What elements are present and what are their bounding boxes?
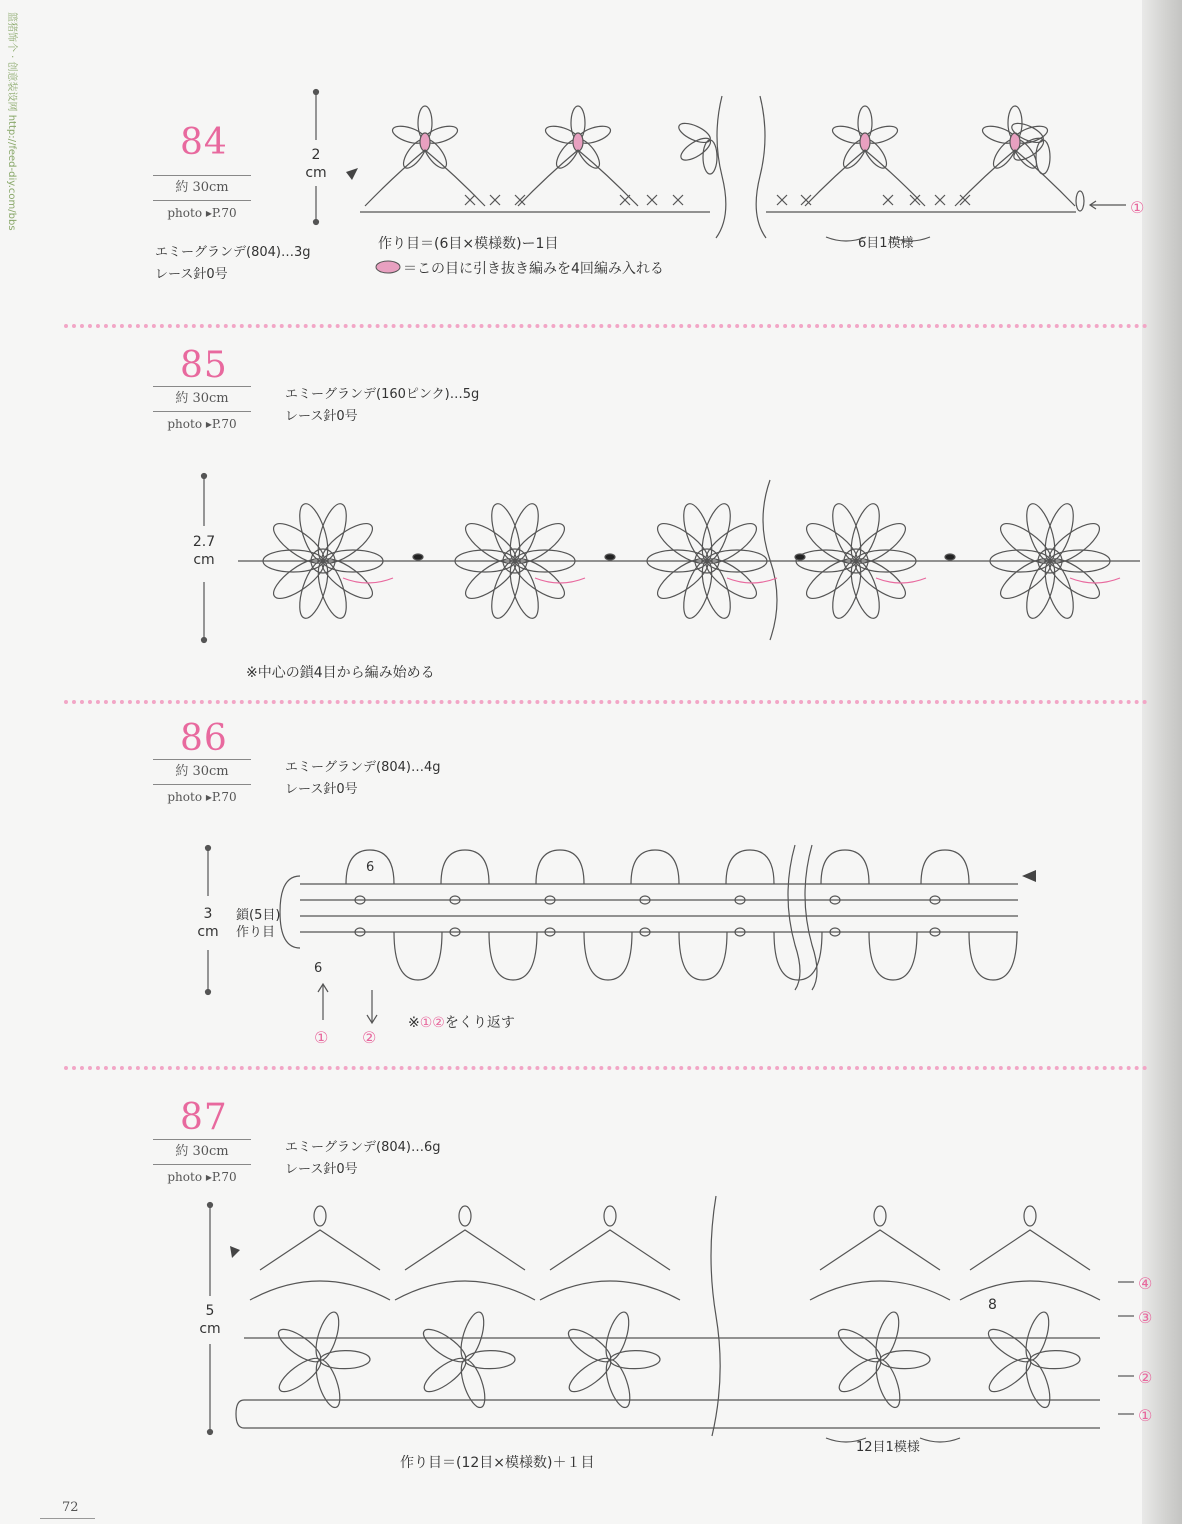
picot-triangle bbox=[970, 1230, 1090, 1270]
chain-arch bbox=[960, 1281, 1100, 1300]
direction-arrow bbox=[1070, 578, 1120, 583]
slip-stitch-center bbox=[573, 133, 583, 151]
daisy-petal bbox=[317, 552, 378, 605]
daisy-petal bbox=[317, 517, 378, 570]
slip-stitch-center bbox=[860, 133, 870, 151]
petal bbox=[564, 1324, 615, 1368]
petal bbox=[871, 1310, 903, 1363]
chain-loop-bottom bbox=[584, 932, 632, 980]
petal bbox=[880, 1350, 930, 1369]
chart-84-flowers bbox=[365, 106, 1075, 206]
half-flower-motif bbox=[676, 119, 717, 174]
single-crochet-x bbox=[465, 195, 475, 205]
picot bbox=[459, 1206, 471, 1226]
daisy-petal bbox=[652, 552, 713, 605]
single-crochet-x bbox=[801, 195, 811, 205]
flower-motif bbox=[365, 106, 485, 206]
daisy-petal bbox=[827, 558, 866, 622]
flower-motif bbox=[955, 106, 1075, 206]
petal bbox=[565, 1353, 616, 1397]
petal bbox=[311, 1357, 344, 1410]
picot-triangle bbox=[405, 1230, 525, 1270]
pattern-84-length: 約 30cm bbox=[175, 180, 229, 195]
petal bbox=[1030, 1350, 1080, 1369]
daisy-petal bbox=[995, 517, 1056, 570]
stem bbox=[805, 150, 925, 206]
single-crochet-x bbox=[673, 195, 683, 205]
chain-loop-top bbox=[346, 850, 394, 884]
flower-motif bbox=[540, 1206, 680, 1410]
start-triangle-86 bbox=[1022, 870, 1036, 882]
petal bbox=[465, 1350, 515, 1369]
chart-87-motifs bbox=[250, 1206, 1100, 1410]
slip-stitch-dot bbox=[413, 554, 423, 560]
chain-arch bbox=[810, 1281, 950, 1300]
pattern-87-height: 5 cm bbox=[190, 1302, 230, 1338]
picot bbox=[1024, 1206, 1036, 1226]
chain-loop-bottom bbox=[869, 932, 917, 980]
pattern-87-repeat: 12目1模様 bbox=[856, 1440, 920, 1455]
petal bbox=[835, 1353, 886, 1397]
daisy-petal bbox=[1044, 517, 1105, 570]
start-triangle-84 bbox=[346, 168, 358, 180]
daisy-petal bbox=[505, 501, 544, 565]
slip-stitch-dot bbox=[945, 554, 955, 560]
start-triangle-87 bbox=[230, 1246, 240, 1258]
chain-arch bbox=[540, 1281, 680, 1300]
pattern-85-photo-ref: photo ▸P.70 bbox=[167, 417, 237, 431]
daisy-petal bbox=[652, 517, 713, 570]
daisy-petal bbox=[1040, 501, 1079, 565]
single-crochet-x bbox=[490, 195, 500, 205]
pattern-87-row-marker-4: ④ bbox=[1138, 1274, 1153, 1293]
petal bbox=[601, 1310, 633, 1363]
chain-loop-top bbox=[536, 850, 584, 884]
chain-loop-top bbox=[441, 850, 489, 884]
petal bbox=[311, 1310, 343, 1363]
petal bbox=[1021, 1357, 1054, 1410]
petal bbox=[274, 1324, 325, 1368]
picot-triangle bbox=[260, 1230, 380, 1270]
single-crochet-x bbox=[935, 195, 945, 205]
slip-stitch-legend-swatch bbox=[376, 261, 400, 273]
petal bbox=[871, 1357, 904, 1410]
daisy-petal bbox=[460, 552, 521, 605]
pattern-86-materials: エミーグランデ(804)…4g レース針0号 bbox=[285, 760, 441, 797]
petal bbox=[320, 1350, 370, 1369]
pattern-84-foundation: 作り目＝(6目×模様数)ー1目 bbox=[378, 236, 559, 252]
daisy-petal bbox=[460, 517, 521, 570]
pattern-86-height: 3 cm bbox=[188, 905, 228, 941]
pattern-85-note: ※中心の鎖4目から編み始める bbox=[246, 665, 435, 681]
pattern-84-photo-ref: photo ▸P.70 bbox=[167, 206, 237, 220]
daisy-petal bbox=[509, 552, 570, 605]
petal bbox=[419, 1324, 470, 1368]
pattern-86-photo-ref: photo ▸P.70 bbox=[167, 790, 237, 804]
flower-motif bbox=[960, 1206, 1100, 1410]
petal bbox=[601, 1357, 634, 1410]
chain-loop-top bbox=[726, 850, 774, 884]
dimension-bar-85 bbox=[202, 474, 207, 643]
slip-stitch-center bbox=[420, 133, 430, 151]
chain-loop-bottom bbox=[394, 932, 442, 980]
daisy-petal bbox=[678, 501, 717, 565]
daisy-petal bbox=[1021, 501, 1060, 565]
chain-loop-top bbox=[921, 850, 969, 884]
chart-87 bbox=[236, 1196, 1134, 1442]
pattern-87-foundation: 作り目＝(12目×模様数)＋１目 bbox=[400, 1455, 595, 1471]
pattern-84-repeat: 6目1模様 bbox=[858, 236, 914, 251]
daisy-petal bbox=[1021, 558, 1060, 622]
flower-motif bbox=[395, 1206, 535, 1410]
pattern-84-legend: ＝この目に引き抜き編みを4回編み入れる bbox=[403, 261, 664, 277]
daisy-petal bbox=[995, 552, 1056, 605]
pattern-85-materials: エミーグランデ(160ピンク)…5g レース針0号 bbox=[285, 387, 480, 424]
chart-84 bbox=[360, 96, 1126, 241]
picot-triangle bbox=[820, 1230, 940, 1270]
pattern-86-note: ※①②をくり返す bbox=[408, 1015, 515, 1031]
direction-arrow bbox=[343, 578, 393, 583]
flower-motif bbox=[805, 106, 925, 206]
dimension-bar-84 bbox=[314, 90, 319, 225]
chain-loop-top bbox=[821, 850, 869, 884]
daisy-petal bbox=[850, 517, 911, 570]
pattern-86-top-count: 6 bbox=[366, 860, 375, 875]
petal bbox=[456, 1357, 489, 1410]
slip-stitch-dot bbox=[605, 554, 615, 560]
pattern-87-row-marker-1: ① bbox=[1138, 1406, 1153, 1425]
daisy-petal bbox=[827, 501, 866, 565]
daisy-petal bbox=[486, 558, 525, 622]
daisy-petal bbox=[268, 552, 329, 605]
single-crochet-x bbox=[777, 195, 787, 205]
picot bbox=[314, 1206, 326, 1226]
petal bbox=[420, 1353, 471, 1397]
daisy-petal bbox=[801, 517, 862, 570]
daisy-petal bbox=[701, 552, 762, 605]
daisy-petal bbox=[850, 552, 911, 605]
daisy-petal bbox=[697, 501, 736, 565]
pattern-84-number: 84 bbox=[180, 122, 228, 163]
dimension-bar-86 bbox=[206, 846, 211, 995]
picot bbox=[604, 1206, 616, 1226]
pattern-86-length: 約 30cm bbox=[175, 764, 229, 779]
daisy-petal bbox=[678, 558, 717, 622]
direction-arrow bbox=[727, 578, 777, 583]
pattern-84-height: 2 cm bbox=[296, 146, 336, 182]
single-crochet-x bbox=[883, 195, 893, 205]
pattern-84-materials: エミーグランデ(804)…3g レース針0号 bbox=[155, 245, 311, 282]
petal bbox=[1021, 1310, 1053, 1363]
chain-loop-bottom bbox=[969, 932, 1017, 980]
daisy-petal bbox=[268, 517, 329, 570]
flower-motif bbox=[810, 1206, 950, 1410]
petal bbox=[984, 1324, 1035, 1368]
chain-loop-top bbox=[631, 850, 679, 884]
pattern-86-marker-2: ② bbox=[362, 1028, 377, 1047]
chain-loop-bottom bbox=[679, 932, 727, 980]
pattern-87-number: 87 bbox=[180, 1097, 228, 1138]
petal bbox=[456, 1310, 488, 1363]
pattern-87-photo-ref: photo ▸P.70 bbox=[167, 1170, 237, 1184]
pattern-87-loop-count: 8 bbox=[988, 1297, 997, 1313]
daisy-petal bbox=[294, 558, 333, 622]
pattern-85-height: 2.7 cm bbox=[184, 533, 224, 569]
pattern-84-start-marker: ① bbox=[1130, 198, 1145, 217]
stem bbox=[518, 150, 638, 206]
pattern-86-number: 86 bbox=[180, 718, 228, 759]
petal bbox=[834, 1324, 885, 1368]
chain-arch bbox=[250, 1281, 390, 1300]
pattern-87-row-marker-3: ③ bbox=[1138, 1308, 1153, 1327]
single-crochet-x bbox=[620, 195, 630, 205]
picot-triangle bbox=[550, 1230, 670, 1270]
daisy-petal bbox=[1044, 552, 1105, 605]
pattern-86-marker-1: ① bbox=[314, 1028, 329, 1047]
pattern-85-number: 85 bbox=[180, 345, 228, 386]
pattern-86-bottom-count: 6 bbox=[314, 961, 323, 976]
dimension-bar-87 bbox=[208, 1203, 213, 1435]
daisy-petal bbox=[701, 517, 762, 570]
page-number: 72 bbox=[62, 1500, 79, 1515]
chain-loop-bottom bbox=[489, 932, 537, 980]
petal bbox=[275, 1353, 326, 1397]
side-watermark: 篮猪饰个 · 创意装设网 http://feed-diy.com/bbs bbox=[6, 12, 17, 231]
chain-arch bbox=[395, 1281, 535, 1300]
daisy-petal bbox=[486, 501, 525, 565]
flower-motif bbox=[250, 1206, 390, 1410]
flower-motif bbox=[518, 106, 638, 206]
pattern-87-length: 約 30cm bbox=[175, 1144, 229, 1159]
petal bbox=[985, 1353, 1036, 1397]
petal bbox=[678, 134, 714, 164]
picot bbox=[874, 1206, 886, 1226]
single-crochet-x bbox=[647, 195, 657, 205]
daisy-petal bbox=[509, 517, 570, 570]
direction-arrow bbox=[535, 578, 585, 583]
pattern-87-materials: エミーグランデ(804)…6g レース針0号 bbox=[285, 1140, 441, 1177]
daisy-petal bbox=[294, 501, 333, 565]
petal bbox=[610, 1350, 660, 1369]
pattern-87-row-marker-2: ② bbox=[1138, 1368, 1153, 1387]
daisy-petal bbox=[313, 501, 352, 565]
daisy-petal bbox=[846, 501, 885, 565]
slip-stitch-dot bbox=[795, 554, 805, 560]
pattern-85-length: 約 30cm bbox=[175, 391, 229, 406]
chart-86-loops bbox=[346, 850, 1017, 980]
direction-arrow bbox=[876, 578, 926, 583]
daisy-petal bbox=[801, 552, 862, 605]
pattern-86-chain-label: 鎖(5目) 作り目 bbox=[236, 908, 281, 940]
